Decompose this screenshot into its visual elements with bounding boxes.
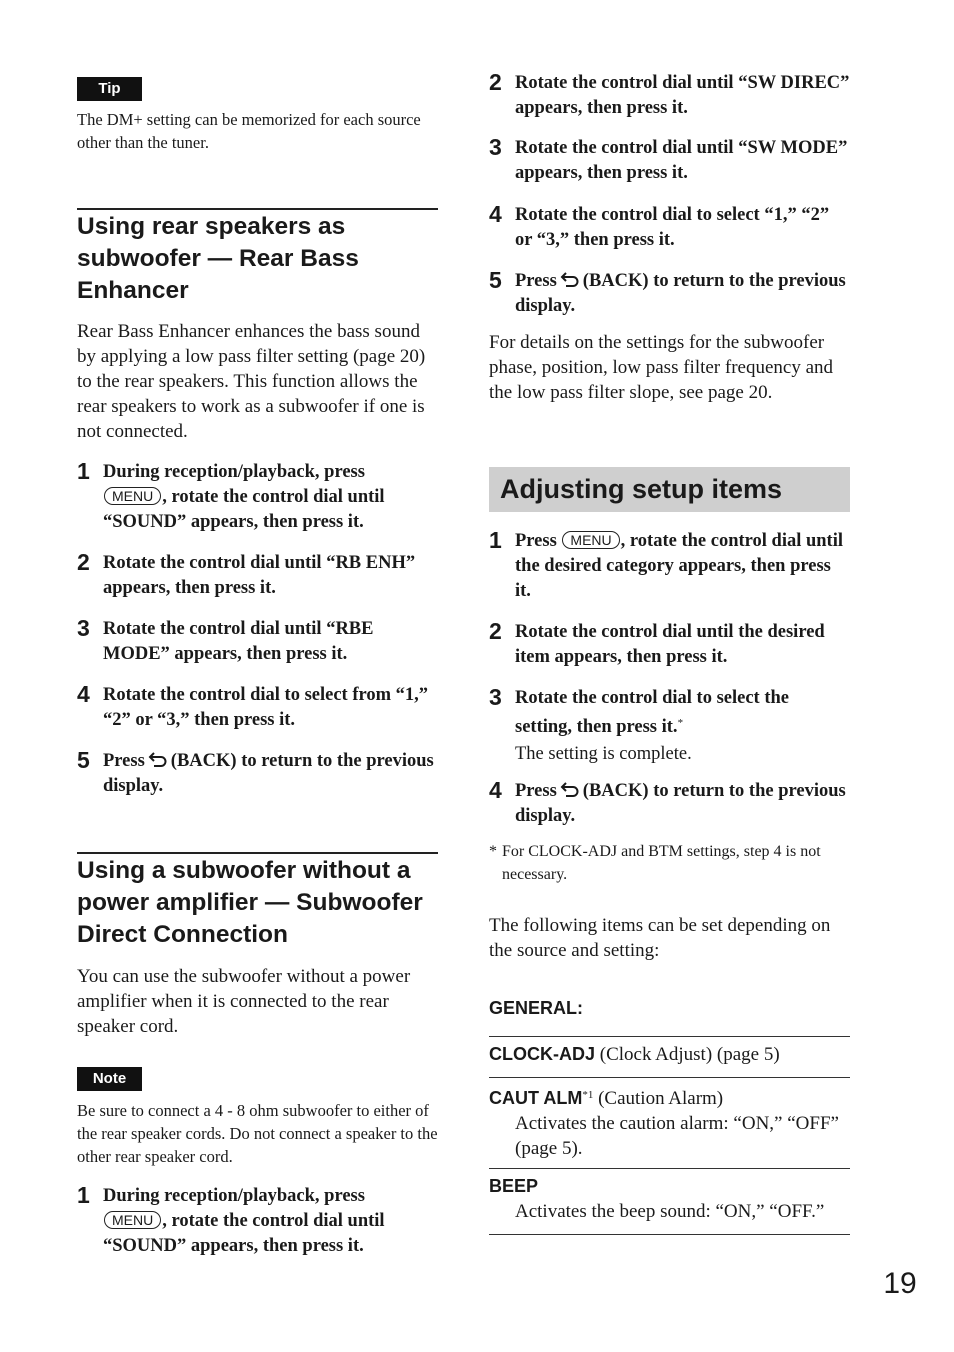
step-text-post: (BACK) to return to the previous display.: [515, 781, 846, 826]
step-text: Rotate the control dial until “SW MODE” appears, then press it.: [515, 138, 848, 183]
tip-badge: Tip: [77, 77, 142, 101]
item-divider: [489, 1077, 850, 1078]
item-detail: Activates the beep sound: “ON,” “OFF.”: [515, 1201, 825, 1222]
step-text-pre: During reception/playback, press: [103, 462, 365, 482]
sdc-intro: You can use the subwoofer without a power amplifier when it is connected to the rear speaker cord.: [77, 966, 411, 1037]
back-icon: [148, 752, 168, 768]
step-text: [103, 460, 438, 535]
step-text-post: , rotate the control dial until “SOUND” appears, then press it.: [103, 487, 385, 532]
sdc-step-3: [489, 136, 850, 186]
step-subtext: The setting is complete.: [515, 744, 692, 764]
step-text-pre: During reception/playback, press: [103, 1186, 365, 1206]
item-description: (Clock Adjust) (page 5): [595, 1044, 780, 1065]
step-text: [103, 749, 438, 799]
step-number: 3: [489, 134, 502, 160]
section-rule: [77, 208, 438, 210]
step-number: 2: [489, 618, 502, 644]
step-text: Rotate the control dial to select “1,” “2” or “3,” then press it.: [515, 205, 830, 250]
rbe-step-4: [77, 683, 438, 733]
item-divider: [489, 1168, 850, 1169]
step-number: 1: [77, 458, 90, 484]
step-number: 4: [489, 777, 502, 803]
step-text: Rotate the control dial to select from “1,” “2” or “3,” then press it.: [103, 685, 429, 730]
rbe-intro: Rear Bass Enhancer enhances the bass sound by applying a low pass filter setting (page 20) to the rear speakers. This function allows the rear speakers to work as a subwoofer if one is not connected.: [77, 321, 426, 442]
step-text: [515, 529, 850, 604]
sdc-step-4: [489, 203, 850, 253]
footnote-mark: *: [677, 717, 684, 729]
sdc-step-5: [489, 269, 850, 319]
step-text-pre: Press: [515, 781, 557, 801]
back-icon: [560, 272, 580, 288]
step-text: Rotate the control dial until “RB ENH” appears, then press it.: [103, 553, 416, 598]
menu-button-icon: MENU: [104, 487, 161, 505]
step-number: 1: [489, 527, 502, 553]
item-label: CLOCK-ADJ: [489, 1044, 595, 1064]
page-number: 19: [883, 1267, 917, 1300]
item-footnote-mark: *1: [582, 1089, 594, 1101]
step-text: [515, 686, 850, 740]
category-general: GENERAL:: [489, 998, 583, 1018]
footnote-text: For CLOCK-ADJ and BTM settings, step 4 is not necessary.: [502, 843, 821, 883]
step-text-post: , rotate the control dial until “SOUND” appears, then press it.: [103, 1211, 385, 1256]
setup-heading: Adjusting setup items: [500, 474, 783, 504]
sdc-heading: Using a subwoofer without a power amplifier — Subwoofer Direct Connection: [77, 857, 423, 948]
step-text-post: (BACK) to return to the previous display.: [515, 271, 846, 316]
step-number: 3: [77, 615, 90, 641]
menu-button-icon: MENU: [562, 531, 619, 549]
section-rule: [77, 852, 438, 854]
rbe-step-3: [77, 617, 438, 667]
step-text-pre: Press: [515, 271, 557, 291]
category-label: [489, 996, 850, 1021]
item-clock-adj: [489, 1042, 850, 1067]
footnote: [489, 840, 850, 886]
step-text: [515, 269, 850, 319]
step-text: Rotate the control dial until “RBE MODE” appears, then press it.: [103, 619, 374, 664]
step-number: 5: [77, 747, 90, 773]
sdc-step-2: [489, 71, 850, 121]
step-text-pre: Press: [515, 531, 557, 551]
item-divider: [489, 1234, 850, 1235]
note-badge: Note: [77, 1067, 142, 1091]
item-caut-alm: [489, 1083, 850, 1161]
step-text-main: Rotate the control dial to select the setting, then press it.: [515, 688, 790, 737]
item-divider: [489, 1036, 850, 1037]
step-text-pre: Press: [103, 751, 145, 771]
step-number: 5: [489, 267, 502, 293]
setup-step-4: [489, 779, 850, 829]
item-description: (Caution Alarm): [593, 1088, 724, 1109]
step-text: [103, 1184, 438, 1259]
rbe-heading: Using rear speakers as subwoofer — Rear Bass Enhancer: [77, 213, 359, 304]
step-number: 4: [489, 201, 502, 227]
back-icon: [560, 782, 580, 798]
step-text: Rotate the control dial until the desired item appears, then press it.: [515, 622, 825, 667]
rbe-step-1: [77, 460, 438, 535]
step-text: [515, 779, 850, 829]
following-items-text: The following items can be set depending on the source and setting:: [489, 915, 831, 961]
step-text-post: , rotate the control dial until the desired category appears, then press it.: [515, 531, 843, 601]
item-label: CAUT ALM: [489, 1088, 583, 1108]
step-number: 3: [489, 684, 502, 710]
note-text: Be sure to connect a 4 - 8 ohm subwoofer to either of the rear speaker cords. Do not connect a speaker to the other rear speaker cord.: [77, 1101, 438, 1166]
footnote-asterisk: *: [489, 843, 497, 860]
step-number: 4: [77, 681, 90, 707]
setup-step-1: [489, 529, 850, 604]
rbe-step-5: [77, 749, 438, 799]
step-text-post: (BACK) to return to the previous display.: [103, 751, 434, 796]
setup-section-bar: [489, 467, 850, 512]
item-beep: [489, 1174, 850, 1224]
step-number: 2: [489, 69, 502, 95]
sdc-details: For details on the settings for the subwoofer phase, position, low pass filter frequency and the low pass filter slope, see page 20.: [489, 332, 834, 403]
step-number: 1: [77, 1182, 90, 1208]
item-label: BEEP: [489, 1176, 539, 1196]
menu-button-icon: MENU: [104, 1211, 161, 1229]
sdc-step-1: [77, 1184, 438, 1259]
step-text: Rotate the control dial until “SW DIREC” appears, then press it.: [515, 73, 850, 118]
tip-text: The DM+ setting can be memorized for each source other than the tuner.: [77, 110, 421, 152]
item-detail: Activates the caution alarm: “ON,” “OFF” (page 5).: [515, 1113, 839, 1159]
step-number: 2: [77, 549, 90, 575]
setup-step-2: [489, 620, 850, 670]
setup-step-3: [489, 686, 850, 767]
rbe-step-2: [77, 551, 438, 601]
